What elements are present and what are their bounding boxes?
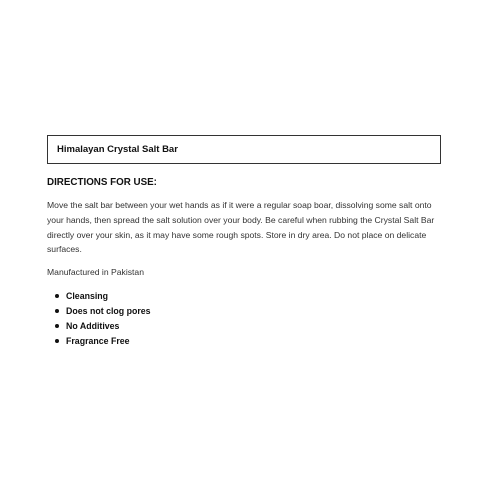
origin-text: Manufactured in Pakistan: [47, 267, 144, 278]
bullet-icon: [55, 294, 59, 298]
feature-label: Fragrance Free: [66, 335, 130, 346]
product-description: [47, 135, 441, 348]
list-item: [55, 288, 441, 303]
feature-label: No Additives: [66, 320, 120, 331]
feature-list: [47, 288, 441, 348]
list-item: [55, 333, 441, 348]
feature-label: Does not clog pores: [66, 305, 151, 316]
list-item: [55, 303, 441, 318]
feature-label: Cleansing: [66, 290, 109, 301]
bullet-icon: [55, 339, 59, 343]
directions-heading: DIRECTIONS FOR USE:: [47, 177, 157, 188]
bullet-icon: [55, 309, 59, 313]
product-title: Himalayan Crystal Salt Bar: [57, 144, 178, 155]
product-title-box: [47, 135, 441, 164]
bullet-icon: [55, 324, 59, 328]
directions-text: Move the salt bar between your wet hands as if it were a regular soap boar, dissolving some salt onto your hands, then spread the salt solution over your body. Be careful when rubbing the Crystal Salt Bar directly over your skin, as it may have some rough spots. Store in dry area. Do not place on delicate surfaces.: [47, 200, 435, 255]
list-item: [55, 318, 441, 333]
